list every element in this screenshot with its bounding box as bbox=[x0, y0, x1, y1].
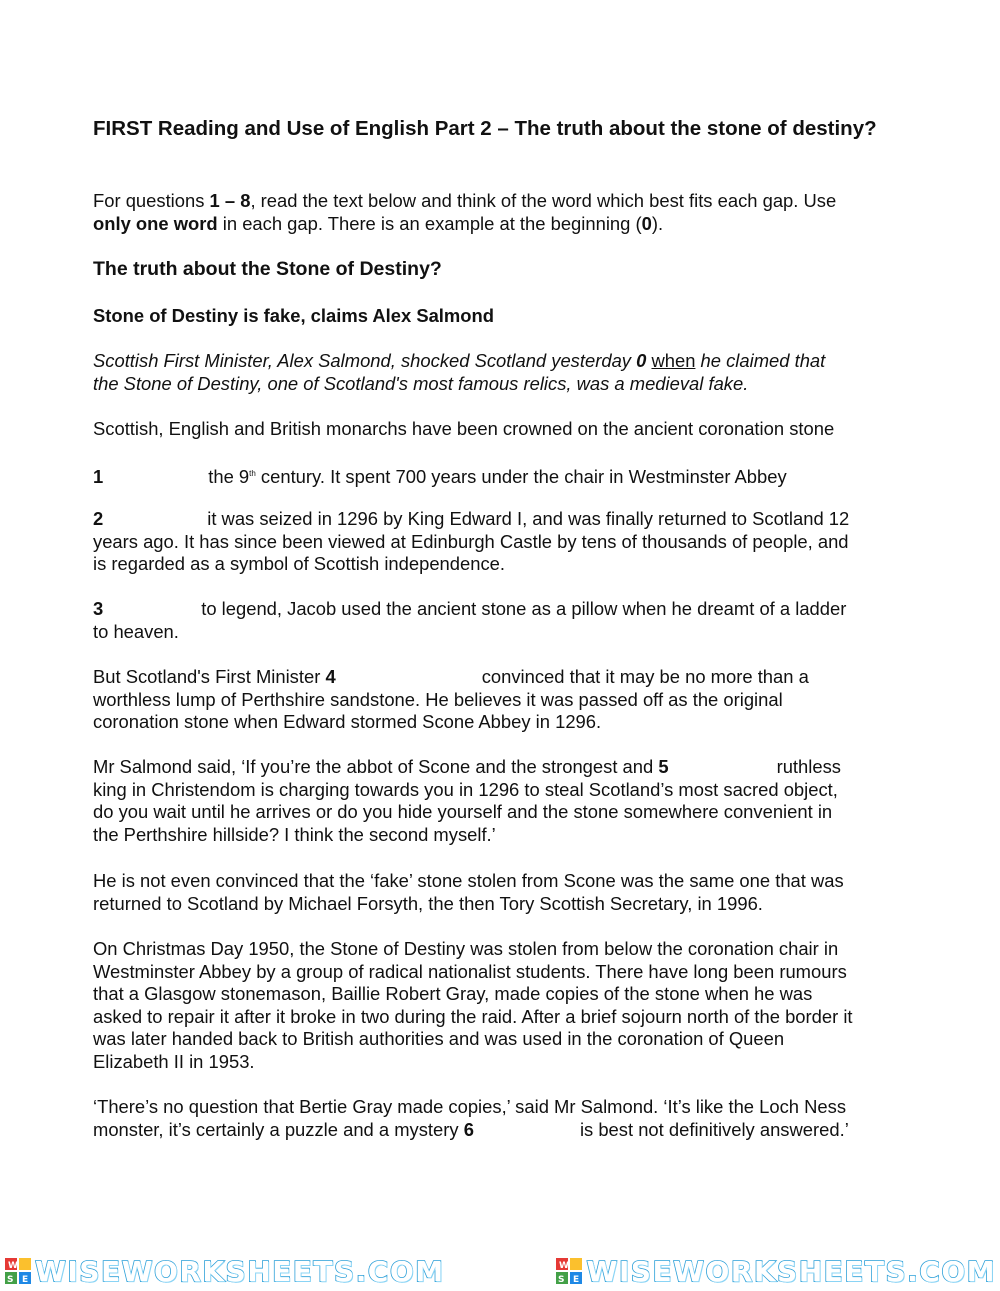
wiseworksheets-logo-icon bbox=[555, 1257, 583, 1285]
example-answer: when bbox=[651, 350, 696, 371]
logo-letter: W bbox=[559, 1261, 570, 1271]
q6-text: is best not definitively answered.’ bbox=[579, 1118, 849, 1140]
intro-text: he claimed that bbox=[695, 350, 826, 371]
one-word-rule: only one word bbox=[93, 212, 218, 234]
q5-text: ruthless bbox=[776, 756, 841, 777]
q1-text: the 9 bbox=[208, 466, 250, 487]
instructions-text: , read the text below and think of the word which best fits each gap. Use bbox=[250, 190, 837, 211]
q4-text: But Scotland's First Minister bbox=[93, 666, 326, 687]
logo-letter: S bbox=[7, 1275, 14, 1285]
watermark-text: WISEWORKSHEETS.COM bbox=[586, 1254, 996, 1288]
q2-text: it was seized in 1296 by King Edward I, and was finally returned to Scotland 12 bbox=[207, 508, 850, 529]
intro-line-2: the Stone of Destiny, one of Scotland's most famous relics, was a medieval fake. bbox=[93, 372, 749, 394]
gap-number-2: 2 bbox=[93, 508, 104, 529]
question-6-line-2 bbox=[93, 1119, 913, 1142]
question-1-line bbox=[93, 463, 913, 489]
paragraph-fake-line-2: returned to Scotland by Michael Forsyth, the then Tory Scottish Secretary, in 1996. bbox=[93, 892, 763, 914]
logo-letter: W bbox=[8, 1261, 18, 1271]
instructions-text: ). bbox=[651, 212, 664, 234]
logo-letter: E bbox=[22, 1275, 29, 1285]
article-heading: The truth about the Stone of Destiny? bbox=[93, 258, 442, 280]
question-4-line-1 bbox=[93, 666, 913, 689]
q1-text: century. It spent 700 years under the chair in Westminster Abbey bbox=[255, 466, 787, 487]
article-subheading: Stone of Destiny is fake, claims Alex Salmond bbox=[93, 305, 494, 326]
q3-text: to legend, Jacob used the ancient stone as a pillow when he dreamt of a ladder bbox=[201, 598, 847, 619]
gap-number-5: 5 bbox=[658, 756, 669, 777]
question-3-line-1 bbox=[93, 598, 913, 621]
watermark-footer bbox=[0, 1254, 1000, 1288]
question-3-line-2: to heaven. bbox=[93, 620, 179, 642]
instructions-text: For questions bbox=[93, 190, 210, 211]
paragraph-fake-line-1: He is not even convinced that the ‘fake’ stone stolen from Scone was the same one that was bbox=[93, 870, 844, 891]
q6-text: monster, it’s certainly a puzzle and a mystery bbox=[93, 1118, 464, 1140]
wiseworksheets-logo-icon bbox=[4, 1257, 32, 1285]
gap-number-3: 3 bbox=[93, 598, 104, 619]
instructions-text: in each gap. There is an example at the beginning ( bbox=[217, 212, 642, 234]
question-6-line-1: ‘There’s no question that Bertie Gray made copies,’ said Mr Salmond. ‘It’s like the Loch Ness bbox=[93, 1096, 847, 1117]
intro-text: Scottish First Minister, Alex Salmond, shocked Scotland yesterday bbox=[93, 350, 637, 371]
paragraph-christmas-line-6: Elizabeth II in 1953. bbox=[93, 1050, 255, 1072]
gap-number-1: 1 bbox=[93, 466, 104, 487]
paragraph-monarchs: Scottish, English and British monarchs have been crowned on the ancient coronation stone bbox=[93, 418, 835, 439]
watermark-left bbox=[4, 1255, 445, 1288]
intro-line-1 bbox=[93, 350, 913, 373]
question-4-line-3: coronation stone when Edward stormed Scone Abbey in 1296. bbox=[93, 711, 602, 732]
question-2-line-3: is regarded as a symbol of Scottish independence. bbox=[93, 553, 505, 574]
ordinal-suffix: th bbox=[249, 469, 256, 478]
question-5-line-4: the Perthshire hillside? I think the second myself.’ bbox=[93, 823, 496, 845]
paragraph-christmas-line-1: On Christmas Day 1950, the Stone of Destiny was stolen from below the coronation chair in bbox=[93, 938, 839, 959]
paragraph-christmas-line-4: asked to repair it after it broke in two during the raid. After a brief sojourn north of the border it bbox=[93, 1005, 853, 1027]
gap-number-4: 4 bbox=[325, 666, 336, 687]
logo-letter: S bbox=[558, 1275, 565, 1285]
gap-number-0: 0 bbox=[636, 350, 647, 371]
watermark-right bbox=[555, 1255, 996, 1288]
instructions bbox=[93, 190, 913, 213]
question-2-line-2: years ago. It has since been viewed at Edinburgh Castle by tens of thousands of people, and bbox=[93, 530, 849, 552]
watermark-text: WISEWORKSHEETS.COM bbox=[35, 1254, 445, 1288]
question-5-line-3: do you wait until he arrives or do you hide yourself and the stone somewhere convenient in bbox=[93, 801, 833, 822]
paragraph-christmas-line-5: was later handed back to British authorities and was used in the coronation of Queen bbox=[93, 1028, 785, 1049]
example-number: 0 bbox=[641, 212, 652, 234]
question-5-line-2: king in Christendom is charging towards you in 1296 to steal Scotland’s most sacred object, bbox=[93, 778, 838, 800]
paragraph-christmas-line-2: Westminster Abbey by a group of radical nationalist students. There have long been rumours bbox=[93, 960, 847, 982]
question-5-line-1 bbox=[93, 756, 913, 779]
question-4-line-2: worthless lump of Perthshire sandstone. He believes it was passed off as the original bbox=[93, 688, 783, 710]
q5-text: Mr Salmond said, ‘If you’re the abbot of Scone and the strongest and bbox=[93, 756, 659, 777]
page-title: FIRST Reading and Use of English Part 2 – The truth about the stone of destiny? bbox=[93, 117, 877, 140]
paragraph-christmas-line-3: that a Glasgow stonemason, Baillie Robert Gray, made copies of the stone when he was bbox=[93, 983, 813, 1004]
instructions-line2 bbox=[93, 213, 913, 236]
gap-number-6: 6 bbox=[463, 1118, 474, 1140]
q4-text: convinced that it may be no more than a bbox=[481, 666, 809, 687]
question-range: 1 – 8 bbox=[209, 190, 251, 211]
logo-letter: E bbox=[573, 1275, 580, 1285]
question-2-line-1 bbox=[93, 508, 913, 531]
